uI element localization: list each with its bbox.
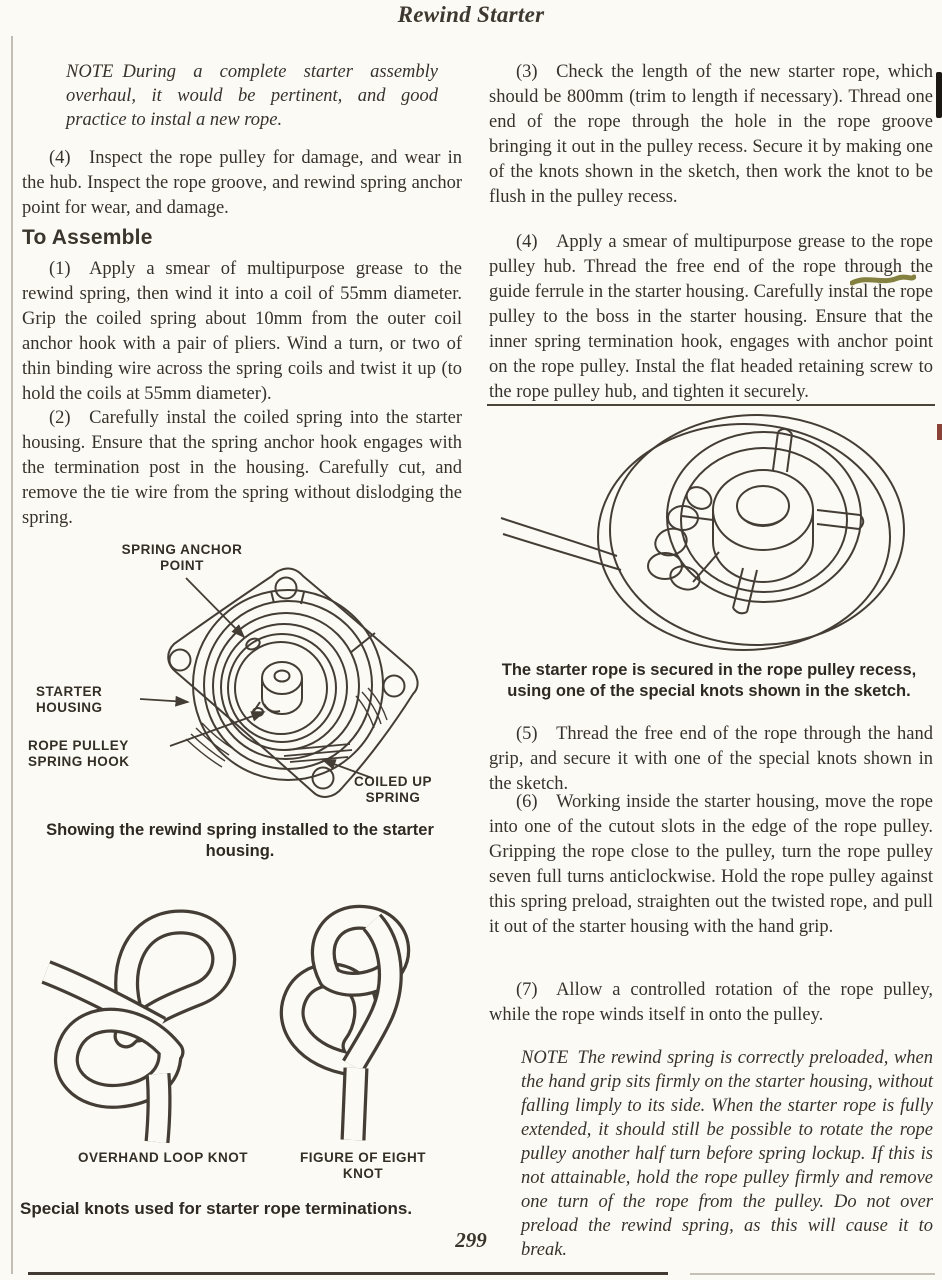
right-edge-red-mark xyxy=(937,424,942,440)
knots-diagram xyxy=(20,882,462,1144)
figure-eight-knot-drawing xyxy=(292,917,398,1140)
label-overhand-loop-knot: OVERHAND LOOP KNOT xyxy=(78,1150,249,1165)
figure-rope-pulley xyxy=(487,410,935,658)
label-rope-pulley-spring-hook: ROPE PULLEY SPRING HOOK xyxy=(28,738,130,769)
bottom-scan-line-light xyxy=(690,1273,935,1275)
rope-pulley-diagram xyxy=(487,410,935,658)
page-number: 299 xyxy=(455,1228,487,1252)
label-spring-anchor-point: SPRING ANCHOR POINT xyxy=(121,542,243,573)
note-block-right: NOTE The rewind spring is correctly preloaded, when the hand grip sits firmly on the starter housing, without falling limply to its side. When the starter rope is fully extended, it should still be possible to rotate the rope pulley another half turn before spring lockup. If this is not attainable, hold the rope pulley firmly and remove one turn of the rope from the pulley. Do not over preload the rewind spring, as this will cause it to break. xyxy=(521,1048,933,1260)
overhand-loop-knot-drawing xyxy=(46,922,224,1142)
left-edge-scan-line xyxy=(11,36,13,1274)
figure-top-rule xyxy=(487,404,935,406)
pen-scribble-mark xyxy=(850,272,916,288)
rope-knot-drawing xyxy=(648,483,715,594)
figure-starter-housing xyxy=(20,538,462,818)
section-heading-to-assemble: To Assemble xyxy=(22,226,153,249)
paragraph-step-3: (3) Check the length of the new starter rope, which should be 800mm (trim to length if necessary). Thread one end of the rope through the hole in the rope groove bringing it out in the pulley recess. Secure it by making one of the knots shown in the sketch, then work the knot to be flush in the pulley recess. xyxy=(489,62,933,207)
note-block-left: NOTE During a complete starter assembly overhaul, it would be pertinent, and good practice to instal a new rope. xyxy=(66,62,438,130)
caption-housing-figure: Showing the rewind spring installed to the starter housing. xyxy=(46,821,434,860)
label-figure-of-eight-knot: FIGURE OF EIGHT KNOT xyxy=(299,1150,426,1181)
paragraph-step-5: (5) Thread the free end of the rope through the hand grip, and secure it with one of the special knots shown in the sketch. xyxy=(489,724,933,794)
page-title: Rewind Starter xyxy=(397,2,545,27)
paragraph-step-4: (4) Apply a smear of multipurpose grease to the rope pulley hub. Thread the free end of the rope through the guide ferrule in the starter housing. Carefully instal the rope pulley to the boss in the starter housing. Ensure that the inner spring termination hook, engages with anchor point on the rope pulley. Instal the flat headed retaining screw to the rope pulley hub, and tighten it securely. xyxy=(489,232,933,402)
caption-pulley-figure: The starter rope is secured in the rope pulley recess, using one of the special knots shown in the sketch. xyxy=(501,661,917,700)
label-coiled-up-spring: COILED UP SPRING xyxy=(353,774,432,805)
right-edge-ink-bar xyxy=(936,72,942,118)
paragraph-step-1: (1) Apply a smear of multipurpose grease to the rewind spring, then wind it into a coil of 55mm diameter. Grip the coiled spring about 10mm from the outer coil anchor hook with a pair of pliers. Wind a turn, or two of thin binding wire across the spring coils and twist it up (to hold the coils at 55mm diameter). xyxy=(22,259,462,404)
label-starter-housing: STARTER HOUSING xyxy=(36,684,103,715)
paragraph-step-2: (2) Carefully instal the coiled spring into the starter housing. Ensure that the spring anchor hook engages with the termination post in the housing. Carefully cut, and remove the tie wire from the spring without dislodging the spring. xyxy=(22,408,462,528)
paragraph-step-7: (7) Allow a controlled rotation of the rope pulley, while the rope winds itself in onto the pulley. xyxy=(489,980,933,1025)
bottom-scan-line-dark xyxy=(28,1272,668,1275)
paragraph-step-6: (6) Working inside the starter housing, move the rope into one of the cutout slots in the edge of the rope pulley. Gripping the rope close to the pulley, turn the rope pulley seven full turns anticlockwise. Hold the rope pulley against this spring preload, straighten out the twisted rope, and pull it out of the starter housing with the hand grip. xyxy=(489,792,933,937)
caption-knots-figure: Special knots used for starter rope terminations. xyxy=(20,1199,413,1218)
paragraph-inspect-pulley: (4) Inspect the rope pulley for damage, and wear in the hub. Inspect the rope groove, and rewind spring anchor point for wear, and damage. xyxy=(22,148,462,218)
figure-knots xyxy=(20,882,462,1194)
